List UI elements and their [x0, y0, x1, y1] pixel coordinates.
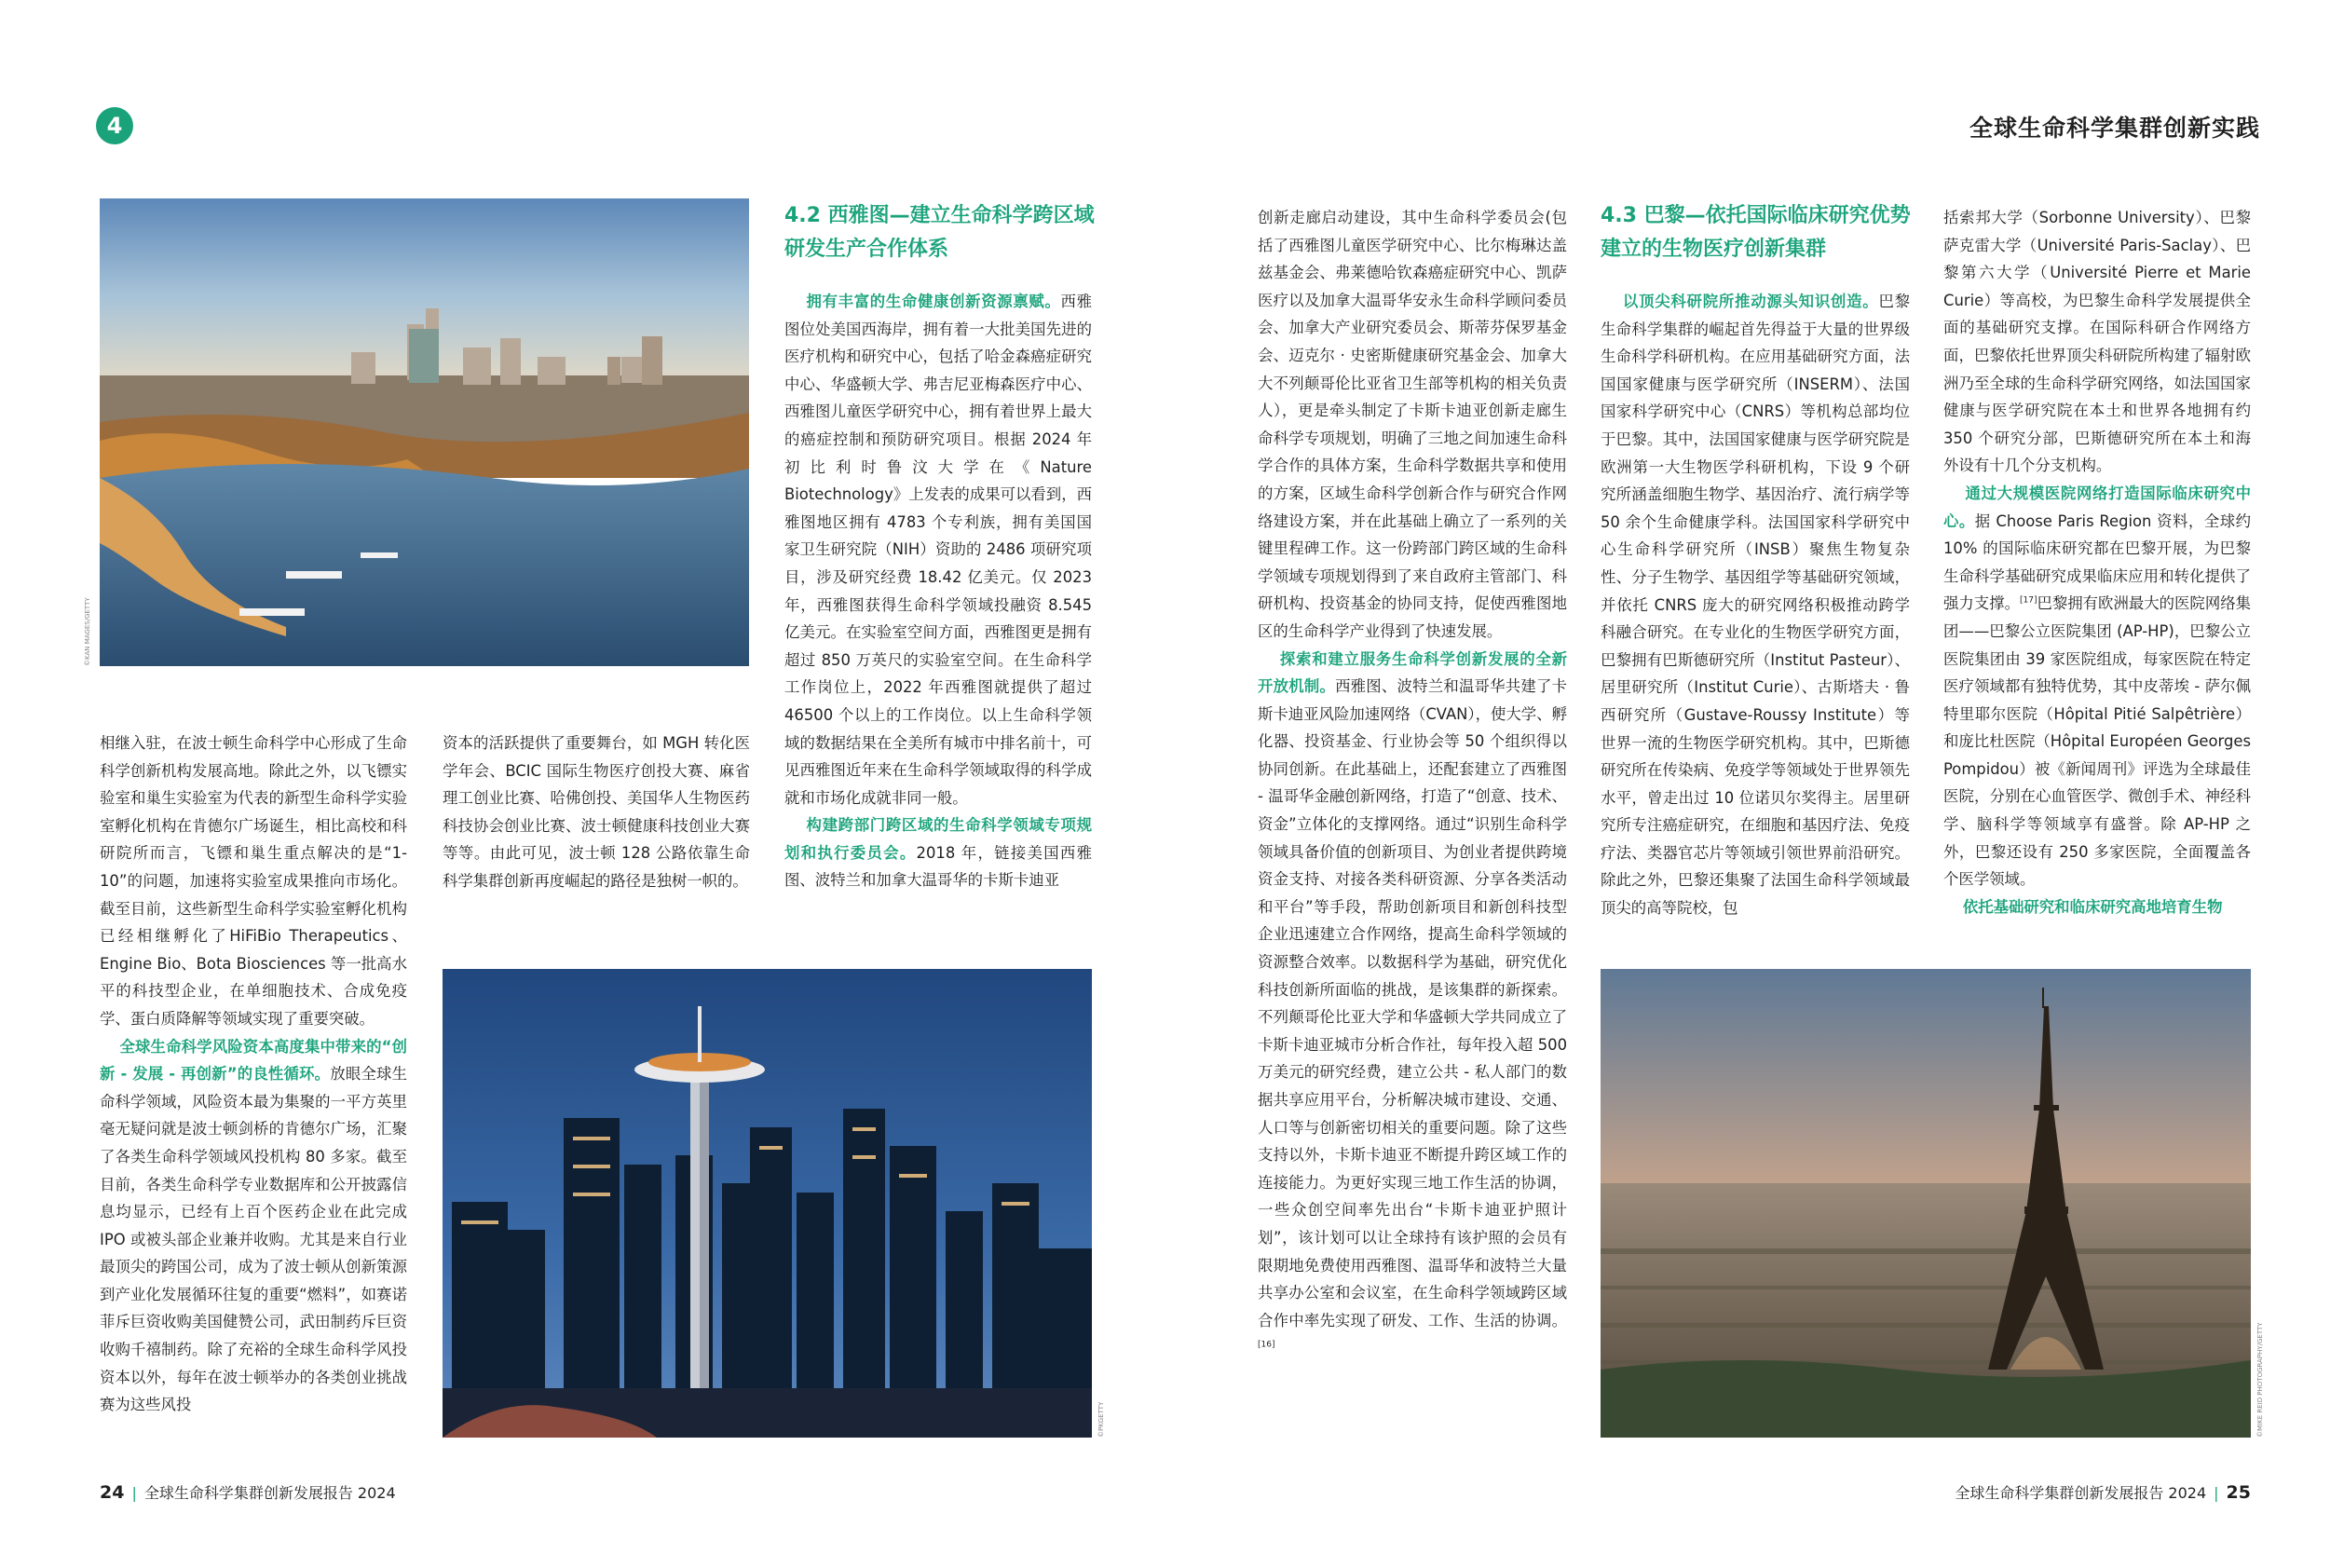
section-number-badge: 4	[96, 107, 133, 144]
left-text-innovation: 相继入驻，在波士顿生命科学中心形成了生命科学创新机构发展高地。除此之外，以飞镖实验室和巢生实验室为代表的新型生命科学实验室孵化机构在肯德尔广场诞生，相比高校和科研院所而言，飞镖和巢生重点解决的是“1-10”的问题，加速将实验室成果推向市场化。截至目前，这些新型生命科学实验室孵化机构已经相继孵化了HiFiBio Therapeutics、Engine Bio、Bota Biosciences 等一批高水平的科技型企业，在单细胞技术、合成免疫学、蛋白质降解等领域实现了重要突破。	[100, 734, 407, 1028]
seattle-text-planning: 2018 年，链接美国西雅图、波特兰和加拿大温哥华的卡斯卡迪亚	[784, 843, 1092, 890]
left-text-venture: 放眼全球生命科学领域，风险资本最为集聚的一平方英里毫无疑问就是波士顿剑桥的肯德尔广场，汇聚了各类生命科学领域风投机构 80 多家。截至目前，各类生命科学专业数据库和公开披露信息均显示，已经有上百个医药企业在此完成 IPO 或被头部企业兼并收购。尤其是来自行业最顶尖的跨国公司，成为了波士顿从创新策源到产业化发展循环往复的重要“燃料”，如赛诺菲斥巨资收购美国健赞公司，武田制药斥巨资收购千禧制药。除了充裕的全球生命科学风投资本以外，每年在波士顿举办的各类创业挑战赛为这些风投	[100, 1065, 408, 1414]
heading-paris-line1: 4.3 巴黎—依托国际临床研究优势	[1601, 204, 1911, 227]
heading-seattle-line1: 4.2 西雅图—建立生命科学跨区域	[784, 204, 1095, 227]
heading-paris	[1601, 199, 1917, 266]
right-column-1	[1258, 204, 1567, 1362]
paris-column	[1601, 288, 1910, 922]
footer-right	[1955, 1481, 2251, 1503]
ref-16: [16]	[1258, 1340, 1275, 1350]
far-right-column	[1943, 204, 2251, 920]
seattle-hl-resources: 拥有丰富的生命健康创新资源禀赋。	[806, 293, 1061, 310]
right-hl-open-mechanism: 探索和建立服务生命科学创新发展的全新开放机制。	[1258, 649, 1568, 696]
ref-17: [17]	[2019, 595, 2037, 606]
heading-seattle	[784, 199, 1101, 266]
right-text-cascadia: 创新走廊启动建设，其中生命科学委员会(包括了西雅图儿童医学研究中心、比尔梅琳达盖兹基金会、弗莱德哈钦森癌症研究中心、凯萨医疗以及加拿大温哥华安永生命科学顾问委员会、加拿大产业研究委员会、斯蒂芬保罗基金会、迈克尔 · 史密斯健康研究基金会、加拿大大不列颠哥伦比亚省卫生部等机构的相关负责人），更是牵头制定了卡斯卡迪亚创新走廊生命科学专项规划，明确了三地之间加速生命科学合作的具体方案，生命科学数据共享和使用的方案，区域生命科学创新合作与研究合作网络建设方案，并在此基础上确立了一系列的关键里程碑工作。这一份跨部门跨区域的生命科学领域专项规划得到了来自政府主管部门、科研机构、投资基金的协同支持，促使西雅图地区的生命科学产业得到了快速发展。	[1258, 209, 1567, 640]
boston-photo-credit: ©KAN MAGES/GETTY	[84, 597, 91, 666]
footer-right-title: 全球生命科学集群创新发展报告 2024	[1955, 1484, 2207, 1502]
far-text-hospitals-a: 据 Choose Paris Region 资料，全球约 10% 的国际临床研究都在巴黎开展，为巴黎生命科学基础研究成果临床应用和转化提供了强力支撑。	[1943, 511, 2251, 613]
footer-left-title: 全球生命科学集群创新发展报告 2024	[143, 1484, 396, 1502]
heading-seattle-line2: 研发生产合作体系	[784, 238, 949, 261]
far-hl-hospitals: 通过大规模医院网络打造国际临床研究中心。	[1943, 484, 2251, 530]
heading-paris-line2: 建立的生物医疗创新集群	[1601, 238, 1827, 261]
seattle-text-resources: 西雅图位处美国西海岸，拥有着一大批美国先进的医疗机构和研究中心，包括了哈金森癌症研究中心、华盛顿大学、弗吉尼亚梅森医疗中心、西雅图儿童医学研究中心，拥有着世界上最大的癌症控制和预防研究项目。根据 2024 年初比利时鲁汶大学在《Nature Biotechnology》上发表的成果可以看到，西雅图地区拥有 4783 个专利族，拥有美国国家卫生研究院（NIH）资助的 2486 项研究项目，涉及研究经费 18.42 亿美元。仅 2023 年，西雅图获得生命科学领域投融资 8.545 亿美元。在实验室空间方面，西雅图更是拥有超过 850 万英尺的实验室空间。在生命科学工作岗位上，2022 年西雅图就提供了超过 46500 个以上的工作岗位。以上生命科学领域的数据结果在全美所有城市中排名前十，可见西雅图近年来在生命科学领域取得的科学成就和市场化成就非同一般。	[784, 293, 1093, 807]
paris-photo-credit: ©MIKE REID PHOTOGRAPHY/GETTY	[2256, 1322, 2264, 1438]
seattle-hl-planning: 构建跨部门跨区域的生命科学领域专项规划和执行委员会。	[784, 816, 1092, 862]
paris-hl-research: 以顶尖科研院所推动源头知识创造。	[1622, 293, 1879, 310]
far-text-hospitals-b: 巴黎拥有欧洲最大的医院网络集团——巴黎公立医院集团 (AP-HP)，巴黎公立医院集团由 39 家医院组成，每家医院在特定医疗领域都有独特优势，其中皮蒂埃 - 萨尔佩特里耶尔医院（Hôpital Pitié Salpêtrière）和庞比杜医院（Hôpital Européen Georges Pompidou）被《新闻周刊》评选为全球最佳医院，分别在心血管医学、微创手术、神经科学、脑科学等领域享有盛誉。除 AP-HP 之外，巴黎还设有 250 多家医院，全面覆盖各个医学领域。	[1943, 594, 2252, 889]
running-title: 全球生命科学集群创新实践	[1969, 115, 2260, 142]
footer-right-separator: |	[2214, 1484, 2219, 1502]
page-number-left: 24	[100, 1482, 125, 1503]
right-text-open-mechanism: 西雅图、波特兰和温哥华共建了卡斯卡迪亚风险加速网络（CVAN），使大学、孵化器、投资基金、行业协会等 50 个组织得以协同创新。在此基础上，还配套建立了西雅图 - 温哥华金融创新网络，打造了“创意、技术、资金”立体化的支撑网络。通过“识别生命科学领域具备价值的创新项目、为创业者提供跨境资金支持、对接各类科研资源、分享各类活动和平台”等手段，帮助创新项目和新创科技型企业迅速建立合作网络，提高生命科学领域的资源整合效率。以数据科学为基础，研究优化科技创新所面临的挑战，是该集群的新探索。不列颠哥伦比亚大学和华盛顿大学共同成立了卡斯卡迪亚城市分析合作社，每年投入超 500 万美元的研究经费，建立公共 - 私人部门的数据共享应用平台，分析解决城市建设、交通、人口等与创新密切相关的重要问题。除了这些支持以外，卡斯卡迪亚不断提升跨区域工作的连接能力。为更好实现三地工作生活的协调，一些众创空间率先出台“卡斯卡迪亚护照计划”，该计划可以让全球持有该护照的会员有限期地免费使用西雅图、温哥华和波特兰大量共享办公室和会议室，在生命科学领域跨区域合作中率先实现了研发、工作、生活的协调。	[1258, 677, 1568, 1329]
footer-left	[100, 1481, 396, 1503]
boston-skyline-photo	[100, 198, 749, 666]
page-number-right: 25	[2226, 1482, 2251, 1503]
left-column-b	[443, 729, 750, 895]
left-hl-venture: 全球生命科学风险资本高度集中带来的“创新 - 发展 - 再创新”的良性循环。	[100, 1037, 407, 1084]
seattle-photo-credit: ©PKGETTY	[1097, 1401, 1105, 1438]
far-hl-biotech: 依托基础研究和临床研究高地培育生物	[1962, 897, 2223, 916]
mid-text-competitions: 资本的活跃提供了重要舞台，如 MGH 转化医学年会、BCIC 国际生物医疗创投大赛、麻省理工创业比赛、哈佛创投、美国华人生物医药科技协会创业比赛、波士顿健康科技创业大赛等等。由此可见，波士顿 128 公路依靠生命科学集群创新再度崛起的路径是独树一帜的。	[443, 734, 750, 890]
seattle-skyline-photo	[443, 969, 1092, 1438]
paris-text-research: 巴黎生命科学集群的崛起首先得益于大量的世界级生命科学科研机构。在应用基础研究方面，法国国家健康与医学研究所（INSERM）、法国国家科学研究中心（CNRS）等机构总部均位于巴黎。其中，法国国家健康与医学研究院是欧洲第一大生物医学科研机构，下设 9 个研究所涵盖细胞生物学、基因治疗、流行病学等 50 余个生命健康学科。法国国家科学研究中心生命科学研究所（INSB）聚焦生物复杂性、分子生物学、基因组学等基础研究领域，并依托 CNRS 庞大的研究网络积极推动跨学科融合研究。在专业化的生物医学研究方面，巴黎拥有巴斯德研究所（Institut Pasteur）、居里研究所（Institut Curie）、古斯塔夫 · 鲁西研究所（Gustave-Roussy Institute）等世界一流的生物医学研究机构。其中，巴斯德研究所在传染病、免疫学等领域处于世界领先水平，曾走出过 10 位诺贝尔奖得主。居里研究所专注癌症研究，在细胞和基因疗法、免疫疗法、类器官芯片等领域引领世界前沿研究。除此之外，巴黎还集聚了法国生命科学领域最顶尖的高等院校，包	[1601, 293, 1911, 918]
paris-eiffel-photo	[1601, 969, 2251, 1438]
far-text-universities: 括索邦大学（Sorbonne University）、巴黎萨克雷大学（Université Paris-Saclay）、巴黎第六大学（Université Pierre et Marie Curie）等高校，为巴黎生命科学发展提供全面的基础研究支撑。在国际科研合作网络方面，巴黎依托世界顶尖科研院所构建了辐射欧洲乃至全球的生命科学研究网络，如法国国家健康与医学研究院在本土和世界各地拥有约 350 个研究分部，巴斯德研究所在本土和海外设有十几个分支机构。	[1943, 209, 2251, 475]
left-column-a	[100, 729, 407, 1419]
seattle-column	[784, 288, 1092, 894]
footer-left-separator: |	[131, 1484, 137, 1502]
